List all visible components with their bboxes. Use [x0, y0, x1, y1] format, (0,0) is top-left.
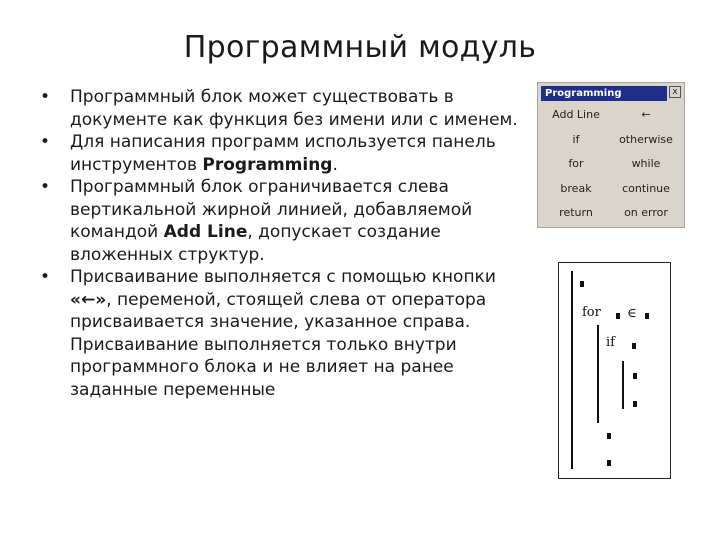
bullet-list [40, 86, 540, 401]
toolbar-title: Programming [545, 88, 622, 99]
bullet-text: Присваивание выполняется с помощью кнопки [70, 267, 496, 287]
element-of-symbol: ∈ [627, 306, 637, 321]
for-block-line [597, 325, 599, 423]
if-block-line [622, 361, 624, 409]
bullet-bold: Add Line [163, 222, 248, 242]
continue-button[interactable]: continue [622, 181, 670, 195]
for-keyword: for [582, 305, 601, 320]
toolbar-row [541, 128, 681, 153]
toolbar-row [541, 103, 681, 128]
return-button[interactable]: return [559, 206, 593, 219]
placeholder [580, 281, 584, 287]
program-block-illustration [558, 262, 671, 479]
close-button[interactable]: x [669, 86, 681, 98]
bullet-text-tail: . [332, 154, 338, 175]
placeholder [645, 313, 649, 319]
programming-toolbar [537, 82, 685, 228]
add-line-button[interactable]: Add Line [552, 108, 600, 121]
if-keyword: if [606, 335, 615, 350]
toolbar-titlebar[interactable] [541, 86, 667, 101]
while-button[interactable]: while [631, 157, 661, 170]
placeholder [632, 343, 636, 349]
toolbar-row [541, 152, 681, 177]
break-button[interactable]: break [560, 181, 592, 195]
bullet-marker: • [40, 132, 51, 152]
placeholder [633, 401, 637, 407]
outer-block-line [571, 271, 573, 469]
placeholder [607, 460, 611, 466]
bullet-marker: • [40, 177, 51, 197]
placeholder [607, 433, 611, 439]
toolbar-row [541, 177, 681, 202]
bullet-item [40, 266, 540, 401]
bullet-text: Программный блок ограничивается слева вертикальной жирной линией, добавляемой командой [70, 177, 473, 242]
bullet-bold: Programming [202, 154, 333, 175]
placeholder [633, 373, 637, 379]
bullet-text-tail: , допускает создание вложенных структур. [70, 222, 441, 265]
bullet-bold: «←» [70, 289, 107, 310]
bullet-text: Для написания программ используется панель инструментов [70, 132, 496, 175]
bullet-text: Программный блок может существовать в документе как функция без имени или с именем. [70, 87, 518, 130]
bullet-item [40, 176, 540, 266]
bullet-marker: • [40, 87, 51, 107]
otherwise-button[interactable]: otherwise [619, 132, 673, 146]
placeholder [616, 313, 620, 319]
bullet-text-tail: , переменой, стоящей слева от оператора присваивается значение, указанное справа. Присваивание выполняется только внутри программного блока и не влияет на ранее заданные переменные [70, 289, 487, 400]
for-button[interactable]: for [568, 157, 584, 170]
toolbar-row [541, 201, 681, 226]
assign-arrow-button[interactable]: ← [641, 108, 651, 121]
bullet-marker: • [40, 267, 51, 287]
toolbar-button-grid [541, 103, 681, 226]
bullet-item [40, 131, 540, 176]
on-error-button[interactable]: on error [624, 206, 668, 219]
bullet-item [40, 86, 540, 131]
if-button[interactable]: if [572, 132, 580, 146]
slide-title: Программный модуль [183, 30, 537, 65]
